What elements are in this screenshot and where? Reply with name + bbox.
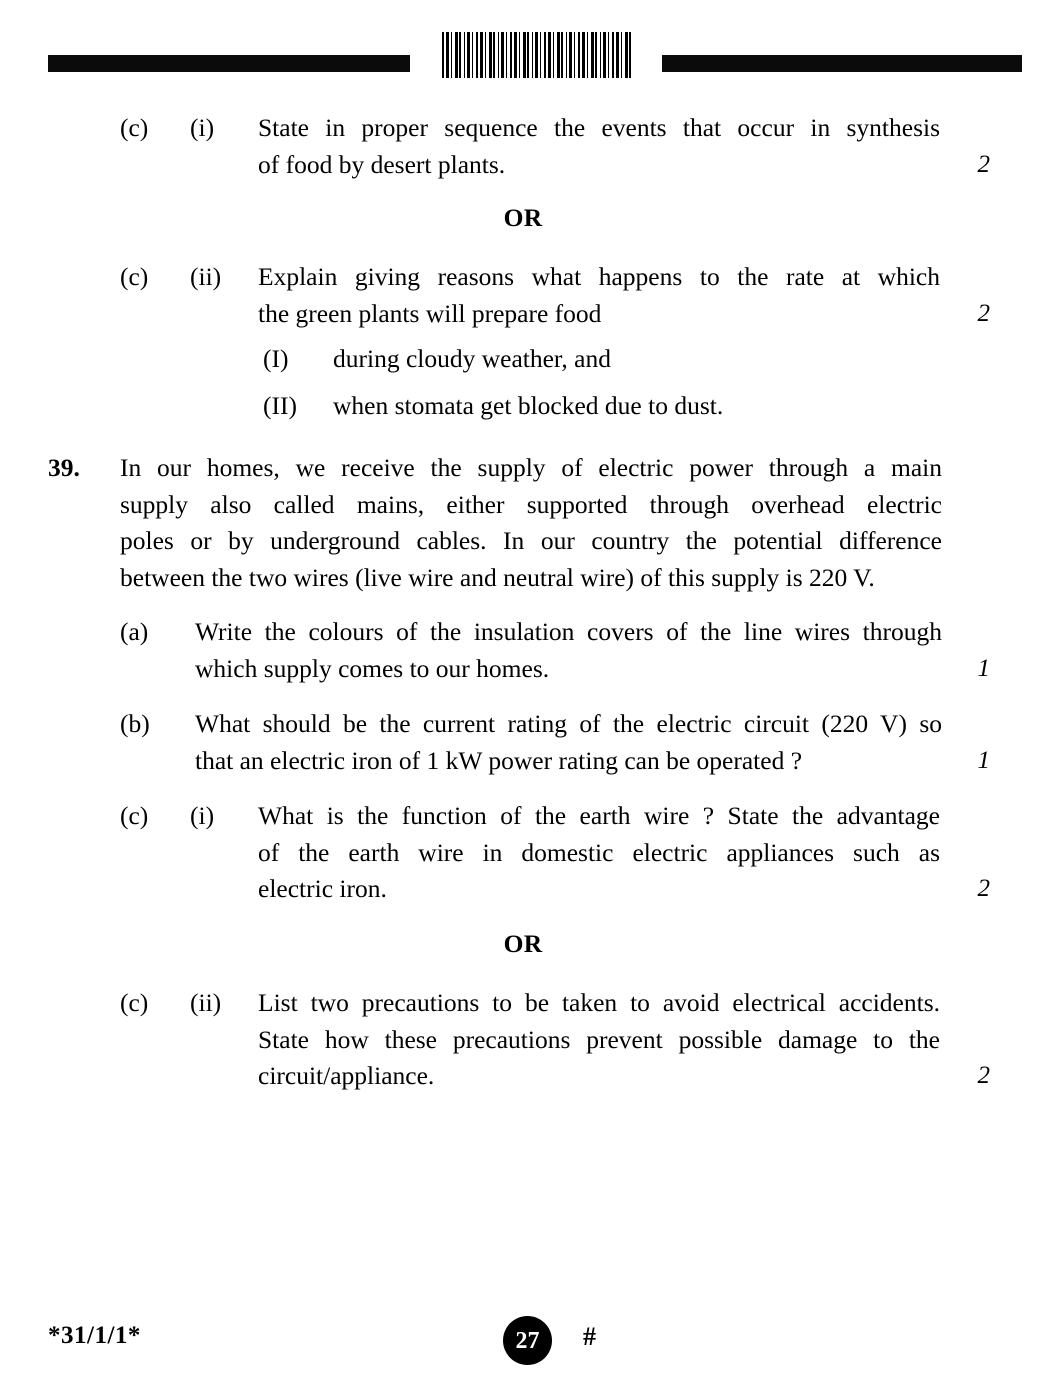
part-label-a: (a)	[120, 617, 149, 646]
text-line: Explain giving reasons what happens to the rate at which	[258, 262, 940, 291]
text-line: Write the colours of the insulation covers of the line wires through	[195, 617, 942, 646]
barcode-icon	[442, 32, 633, 78]
page-footer	[0, 1310, 1046, 1380]
marks-value: 2	[977, 299, 990, 327]
text-line: between the two wires (live wire and neutral wire) of this supply is 220 V.	[120, 562, 875, 592]
text-line: of food by desert plants.	[258, 149, 506, 179]
subitem-text: when stomata get blocked due to dust.	[333, 391, 724, 420]
or-separator: OR	[503, 929, 543, 958]
text-line: What should be the current rating of the electric circuit (220 V) so	[195, 709, 942, 738]
header-rule-right	[662, 55, 1022, 72]
marks-value: 1	[977, 746, 990, 774]
or-separator: OR	[503, 203, 543, 232]
subitem-label-II: (II)	[263, 391, 297, 420]
question-text	[258, 798, 940, 908]
text-line: In our homes, we receive the supply of electric power through a main	[120, 453, 942, 482]
part-label-c: (c)	[120, 988, 149, 1017]
part-label-c: (c)	[120, 262, 149, 291]
page-number-badge	[503, 1316, 552, 1365]
question-number: 39.	[48, 453, 80, 482]
text-line: State how these precautions prevent possible damage to the	[258, 1024, 940, 1054]
header-rule-left	[48, 55, 410, 72]
page-header	[0, 0, 1046, 100]
question-text	[258, 259, 940, 332]
question-text	[258, 110, 940, 183]
text-line: which supply comes to our homes.	[195, 653, 550, 683]
marks-value: 1	[977, 654, 990, 682]
roman-label-i: (i)	[190, 801, 215, 830]
question-text	[195, 614, 942, 687]
marks-value: 2	[977, 875, 990, 902]
text-line: List two precautions to be taken to avoid electrical accidents.	[258, 988, 940, 1017]
text-line: electric iron.	[258, 874, 387, 903]
part-label-c: (c)	[120, 801, 149, 830]
paper-code: *31/1/1*	[48, 1322, 141, 1349]
subitem-text: during cloudy weather, and	[333, 344, 611, 373]
hash-marker: #	[583, 1322, 596, 1351]
text-line: What is the function of the earth wire ? State the advantage	[258, 801, 940, 830]
roman-label-ii: (ii)	[190, 988, 222, 1017]
part-label-b: (b)	[120, 709, 150, 738]
page-number: 27	[515, 1327, 540, 1354]
question-text	[120, 450, 942, 596]
subitem-label-I: (I)	[263, 344, 289, 373]
question-text	[258, 985, 940, 1095]
text-line: that an electric iron of 1 kW power rating can be operated ?	[195, 745, 803, 775]
question-text	[195, 706, 942, 779]
text-line: the green plants will prepare food	[258, 298, 602, 328]
roman-label-i: (i)	[190, 113, 215, 142]
text-line: supply also called mains, either supported through overhead electric	[120, 489, 942, 519]
text-line: State in proper sequence the events that occur in synthesis	[258, 113, 940, 142]
text-line: poles or by underground cables. In our country the potential difference	[120, 526, 942, 555]
part-label-c: (c)	[120, 113, 149, 142]
text-line: of the earth wire in domestic electric appliances such as	[258, 837, 940, 867]
marks-value: 2	[977, 1062, 990, 1089]
text-line: circuit/appliance.	[258, 1061, 435, 1090]
roman-label-ii: (ii)	[190, 262, 222, 291]
marks-value: 2	[977, 150, 990, 178]
